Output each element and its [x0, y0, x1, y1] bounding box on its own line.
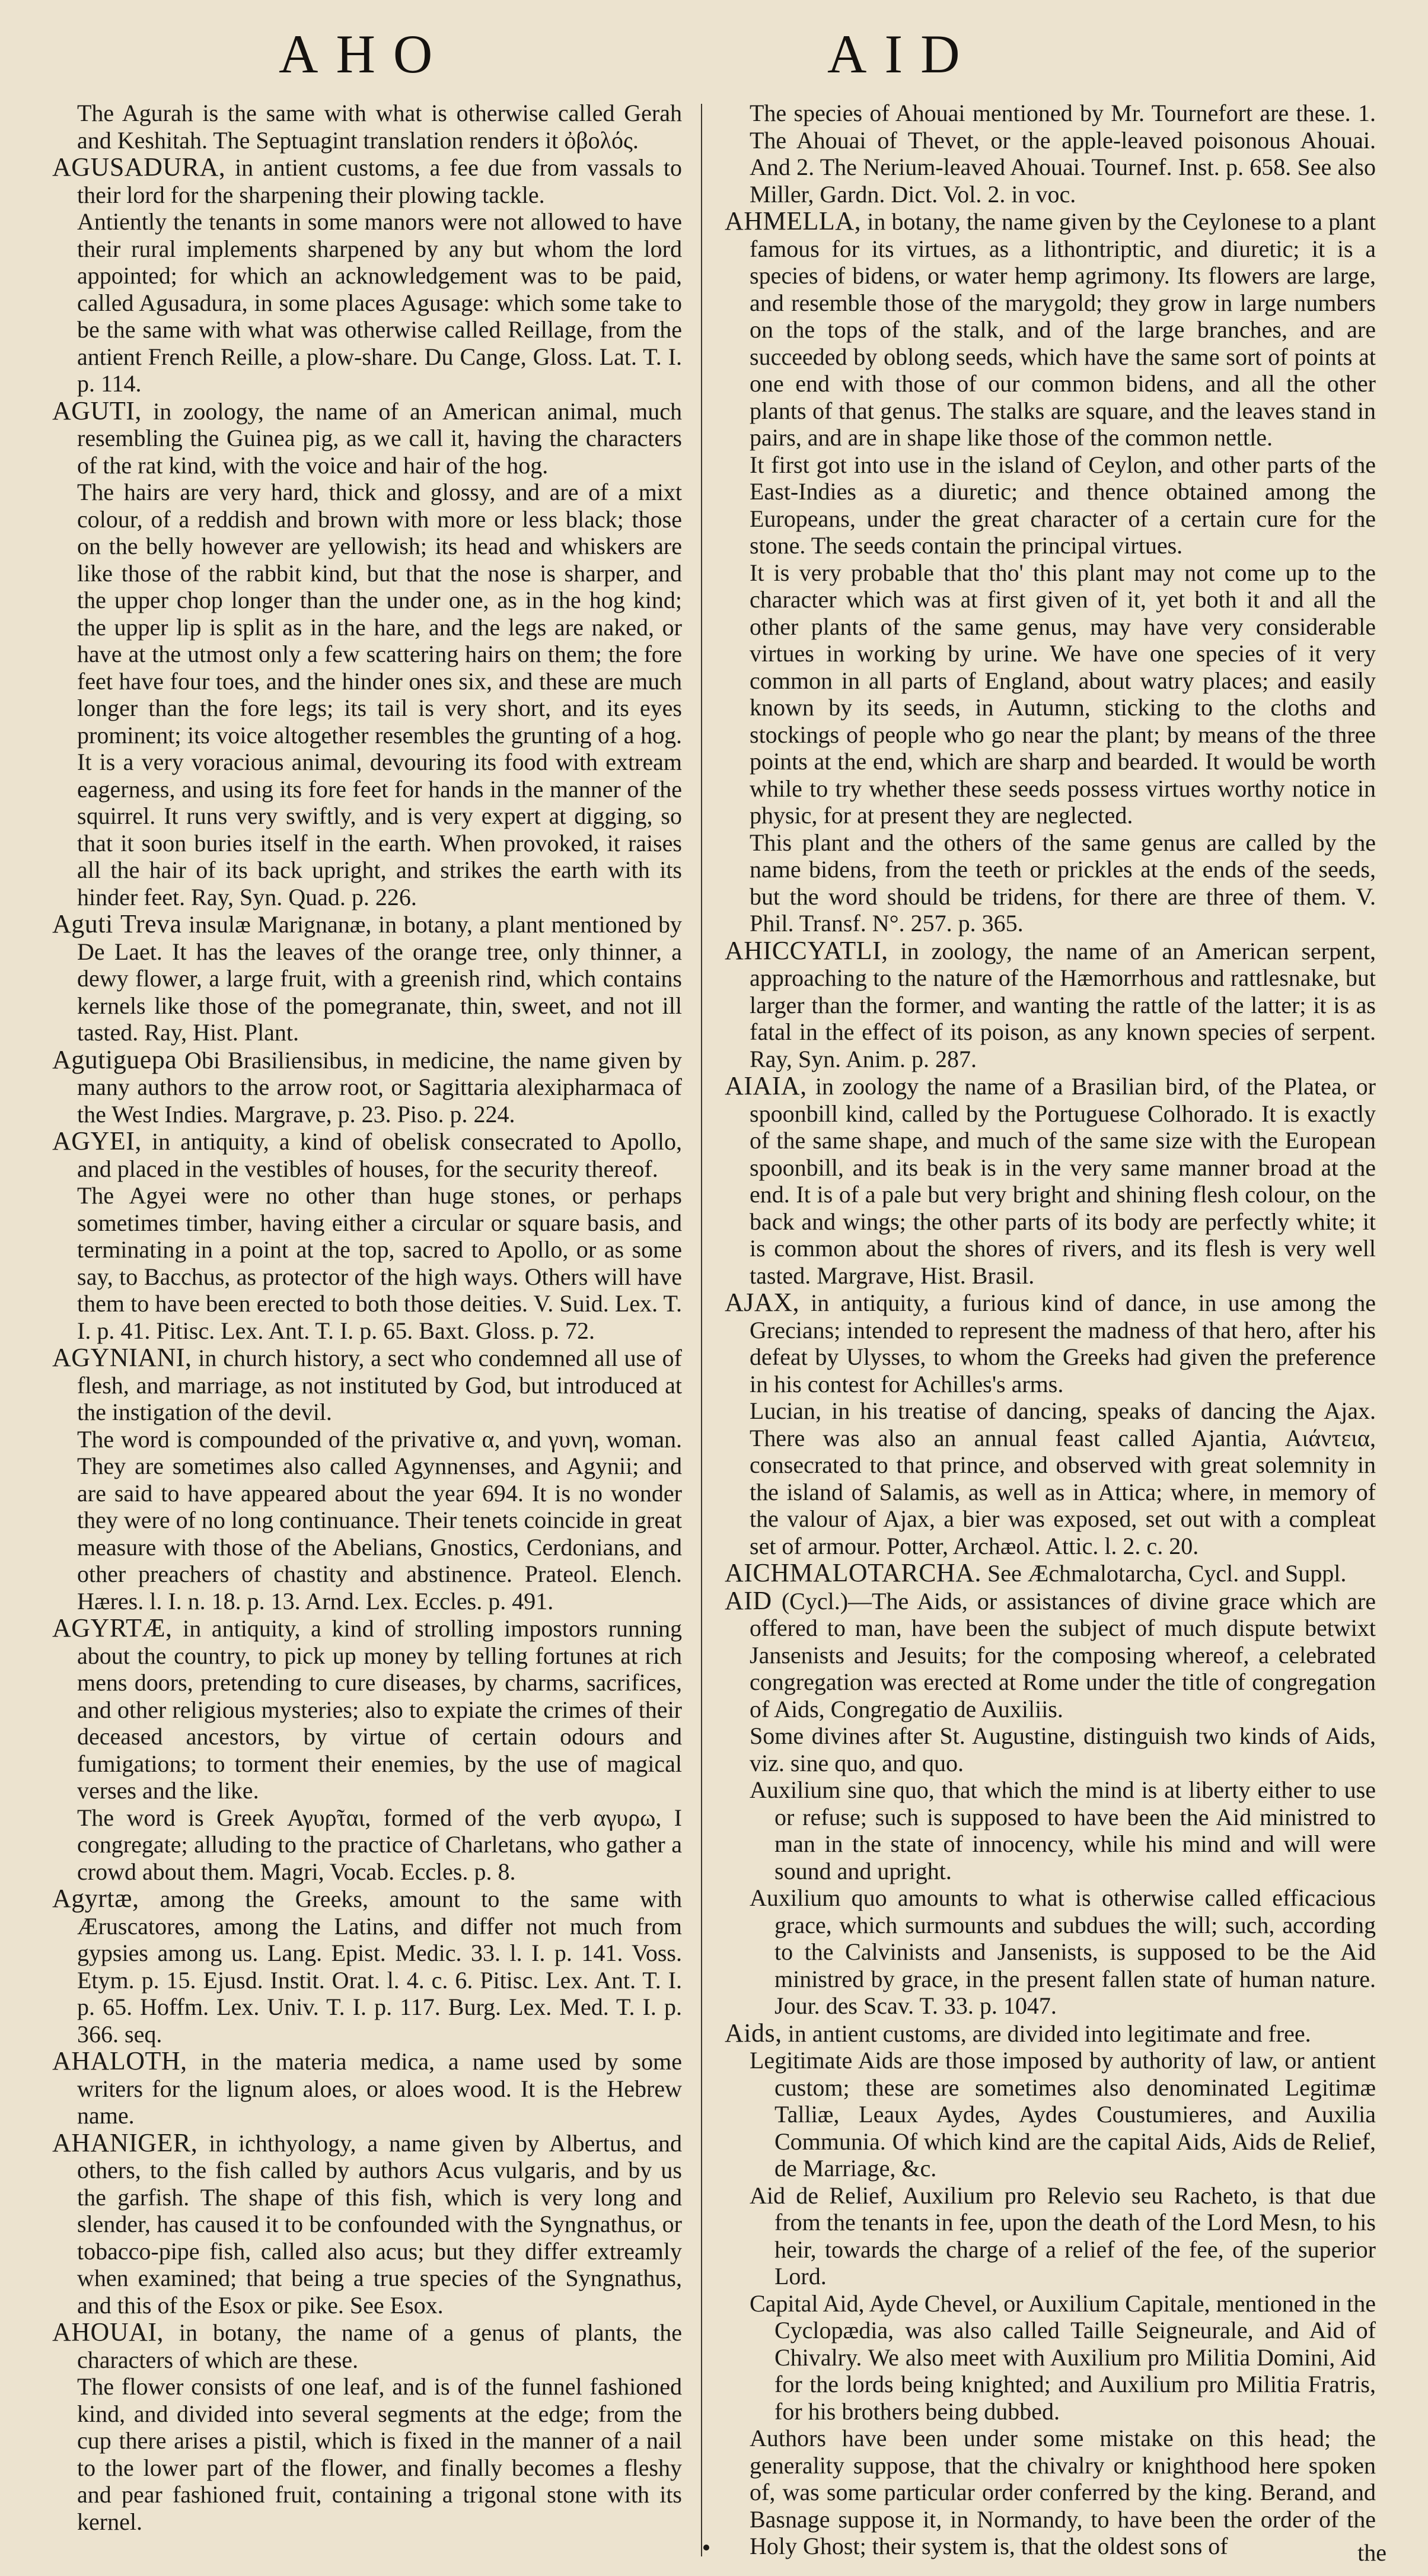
column-divider — [701, 104, 702, 2556]
catchword: the — [1357, 2539, 1386, 2566]
entry — [52, 1344, 682, 1426]
entry — [52, 1615, 682, 1804]
entry-text: Lucian, in his treatise of dancing, speaks of dancing the Ajax. There was also an annual feast called Ajantia, Αιάντεια, consecrated to that prince, and observed with great solemnity in the island of Salamis, as well as in Attica; where, in memory of the valour of Ajax, a bier was exposed, set out with a compleat set of armour. Potter, Archæol. Attic. l. 2. c. 20. — [750, 1397, 1376, 1559]
entry-text: The species of Ahouai mentioned by Mr. Tournefort are these. 1. The Ahouai of Thevet, or the apple-leaved poisonous Ahouai. And 2. The Nerium-leaved Ahouai. Tournef. Inst. p. 658. See also Miller, Gardn. Dict. Vol. 2. in voc. — [750, 100, 1376, 208]
entry — [52, 397, 682, 479]
entry-text: among the Greeks, amount to the same with Æruscatores, among the Latins, and differ not much from gypsies among us. Lang. Epist. Medic. 33. l. I. p. 141. Voss. Etym. p. 15. Ejusd. Instit. Orat. l. 4. c. 6. Pitisc. Lex. Ant. T. I. p. 65. Hoffm. Lex. Univ. T. I. p. 117. Burg. Lex. Med. T. I. p. 366. seq. — [77, 1886, 682, 2048]
entry — [52, 2129, 682, 2319]
entry-text: Aid de Relief, Auxilium pro Relevio seu Racheto, is that due from the tenants in fee, upon the death of the Lord Mesn, to his heir, towards the charge of a relief of the fee, of the superior Lord. — [750, 2182, 1376, 2290]
paragraph — [725, 559, 1376, 829]
entry-text: in antiquity, a kind of strolling impostors running about the country, to pick up money by telling fortunes at rich mens doors, pretending to cure diseases, by charms, sacrifices, and other religious mysteries; also to expiate the crimes of their deceased ancestors, by virtue of certain odours and fumigations; to torment their enemies, by the use of magical verses and the like. — [77, 1615, 682, 1804]
paragraph — [52, 2373, 682, 2535]
paragraph — [725, 829, 1376, 937]
paragraph — [52, 208, 682, 397]
entry-headword: AJAX, — [725, 1288, 799, 1317]
entry-text: in ichthyology, a name given by Albertus, and others, to the fish called by authors Acus vulgaris, and by us the garfish. The shape of this fish, which is very long and slender, has caused it to be confounded with the Syngnathus, or tobacco-pipe fish, called also acus; but they differ extreamly when examined; that being a true species of the Syngnathus, and this of the Esox or pike. See Esox. — [77, 2129, 682, 2319]
signature-mark — [703, 2545, 709, 2550]
entry-text: The word is Greek Αγυρ̃ται, formed of the verb αγυρω, I congregate; alluding to the practice of Charletans, who gather a crowd about them. Magri, Vocab. Eccles. p. 8. — [77, 1804, 682, 1885]
entry — [725, 937, 1376, 1073]
entry-headword: AGYNIANI, — [52, 1343, 192, 1372]
entry-text: The Agyei were no other than huge stones, or perhaps sometimes timber, having either a circular or square basis, and terminating in a point at the top, sacred to Apollo, or as some say, to Bacchus, as protector of the high ways. Others will have them to have been erected to both those deities. V. Suid. Lex. T. I. p. 41. Pitisc. Lex. Ant. T. I. p. 65. Baxt. Gloss. p. 72. — [77, 1182, 682, 1344]
right-column — [725, 100, 1376, 2560]
entry-text: Authors have been under some mistake on this head; the generality suppose, that the chivalry or knighthood here spoken of, was some particular order conferred by the king. Berand, and Basnage suppose it, in Normandy, to have been the order of the Holy Ghost; their system is, that the oldest sons of — [750, 2425, 1376, 2559]
entry-headword: AICHMALOTARCHA. — [725, 1558, 981, 1587]
paragraph — [52, 100, 682, 154]
entry — [52, 910, 682, 1046]
entry — [725, 2020, 1376, 2048]
paragraph — [725, 100, 1376, 208]
entry-headword: Aids, — [725, 2018, 782, 2048]
entry-text: in antient customs, a fee due from vassals to their lord for the sharpening their plowing tackle. — [77, 154, 682, 208]
entry-text: Legitimate Aids are those imposed by authority of law, or antient custom; these are sometimes also denominated Legitimæ Talliæ, Leaux Aydes, Aydes Coustumieres, and Auxilia Communia. Of which kind are the capital Aids, Aids de Relief, de Marriage, &c. — [750, 2047, 1376, 2182]
entry-text: This plant and the others of the same genus are called by the name bidens, from the teeth or prickles at the ends of the seeds, but the word should be tridens, for there are three of them. V. Phil. Transf. N°. 257. p. 365. — [750, 829, 1376, 937]
entry-text: Auxilium quo amounts to what is otherwise called efficacious grace, which surmounts and subdues the will; such, according to the Calvinists and Jansenists, is supposed to be the Aid ministred by grace, in the present fallen state of human nature. Jour. des Scav. T. 33. p. 1047. — [750, 1884, 1376, 2019]
paragraph — [725, 2047, 1376, 2182]
entry-text: Auxilium sine quo, that which the mind is at liberty either to use or refuse; such is supposed to have been the Aid ministred to man in the state of innocency, while his mind and will were sound and upright. — [750, 1776, 1376, 1884]
entry-text: (Cycl.)—The Aids, or assistances of divine grace which are offered to man, have been the subject of much dispute betwixt Jansenists and Jesuits; for the composing whereof, a celebrated congregation was erected at Rome under the title of congregation of Aids, Congregatio de Auxiliis. — [750, 1587, 1376, 1722]
entry-text: Antiently the tenants in some manors were not allowed to have their rural implements sharpened by any but whom the lord appointed; for which an acknowledgement was to be paid, called Agusadura, in some places Agusage: which some take to be the same with what was otherwise called Reillage, from the antient French Reille, a plow-share. Du Cange, Gloss. Lat. T. I. p. 114. — [77, 208, 682, 397]
paragraph — [52, 479, 682, 910]
left-column — [52, 100, 682, 2535]
entry-headword: AGYRTÆ, — [52, 1613, 173, 1642]
paragraph — [52, 1804, 682, 1886]
paragraph — [725, 1397, 1376, 1559]
paragraph — [52, 1182, 682, 1344]
entry-text: in antiquity, a kind of obelisk consecrated to Apollo, and placed in the vestibles of houses, for the security thereof. — [77, 1128, 682, 1182]
paragraph — [725, 1722, 1376, 1776]
paragraph — [725, 451, 1376, 559]
entry-text: The word is compounded of the privative α, and γυνη, woman. They are sometimes also called Agynnenses, and Agynii; and are said to have appeared about the year 694. It is no wonder they were of no long continuance. Their tenets coincide in great measure with those of the Abelians, Gnostics, Cerdonians, and other preachers of chastity and abstinence. Prateol. Elench. Hæres. l. I. n. 18. p. 13. Arnd. Lex. Eccles. p. 491. — [77, 1425, 682, 1615]
paragraph — [725, 1884, 1376, 2020]
entry-headword: AIAIA, — [725, 1071, 807, 1100]
entry — [725, 1559, 1376, 1587]
entry-headword: AHANIGER, — [52, 2128, 198, 2157]
entry-headword: AGYEI, — [52, 1126, 142, 1155]
paragraph — [725, 2182, 1376, 2290]
entry-headword: AHMELLA, — [725, 206, 862, 235]
entry-text: The Agurah is the same with what is otherwise called Gerah and Keshitah. The Septuagint translation renders it ὀβολός. — [77, 100, 682, 154]
entry-headword: AHOUAI, — [52, 2317, 164, 2346]
entry-text: in the materia medica, a name used by some writers for the lignum aloes, or aloes wood. It is the Hebrew name. — [77, 2048, 682, 2129]
entry-headword: AHALOTH, — [52, 2046, 187, 2075]
entry-text: in antiquity, a furious kind of dance, in use among the Grecians; intended to represent the madness of that hero, after his defeat by Ulysses, to whom the Greeks had given the preference in his contest for Achilles's arms. — [750, 1289, 1376, 1397]
entry-text: Obi Brasiliensibus, in medicine, the name given by many authors to the arrow root, or Sagittaria alexipharmaca of the West Indies. Margrave, p. 23. Piso. p. 224. — [77, 1046, 682, 1128]
paragraph — [52, 1426, 682, 1615]
entry — [52, 1885, 682, 2048]
entry — [725, 1587, 1376, 1723]
entry-text: in botany, the name given by the Ceylonese to a plant famous for its virtues, as a lithontriptic, and diuretic; it is a species of bidens, or water hemp agrimony. Its flowers are large, and resemble those of the marygold; they grow in large numbers on the tops of the stalk, and of the large branches, and are succeeded by oblong seeds, which have the same sort of points at one end with those of our common bidens, and all the other plants of that genus. The stalks are square, and the leaves stand in pairs, and are in shape like those of the common nettle. — [750, 208, 1376, 451]
entry — [52, 2319, 682, 2373]
entry-headword: Agyrtæ, — [52, 1884, 139, 1913]
entry — [52, 1046, 682, 1128]
entry — [725, 208, 1376, 451]
entry-headword: Aguti Treva — [52, 909, 182, 938]
entry — [725, 1289, 1376, 1397]
paragraph — [725, 2290, 1376, 2425]
entry-text: in zoology the name of a Brasilian bird, of the Platea, or spoonbill kind, called by the Portuguese Colhorado. It is exactly of the same shape, and much of the same size with the European spoonbill, and its beak is in the very same manner broad at the end. It is of a pale but very bright and shining flesh colour, on the back and wings; the other parts of its body are perfectly white; it is common about the shores of rivers, and its flesh is very well tasted. Margrave, Hist. Brasil. — [750, 1073, 1376, 1289]
entry-headword: AHICCYATLI, — [725, 935, 888, 965]
entry-headword: AGUTI, — [52, 396, 142, 425]
entry-text: in zoology, the name of an American serpent, approaching to the nature of the Hæmorrhous and rattlesnake, but larger than the former, and wanting the rattle of the latter; it is as fatal in the effect of its poison, as any known species of serpent. Ray, Syn. Anim. p. 287. — [750, 937, 1376, 1072]
entry — [52, 2048, 682, 2129]
entry-text: It first got into use in the island of Ceylon, and other parts of the East-Indies as a diuretic; and thence obtained among the Europeans, under the great character of a certain cure for the stone. The seeds contain the principal virtues. — [750, 451, 1376, 559]
paragraph — [725, 1776, 1376, 1884]
entry-text: See Æchmalotarcha, Cycl. and Suppl. — [981, 1560, 1347, 1587]
entry-text: in zoology, the name of an American animal, much resembling the Guinea pig, as we call it, having the characters of the rat kind, with the voice and hair of the hog. — [77, 397, 682, 479]
entry — [52, 1128, 682, 1182]
running-head-left: AHO — [279, 24, 451, 84]
entry — [725, 1072, 1376, 1289]
entry-headword: Agutiguepa — [52, 1045, 177, 1074]
entry-text: The flower consists of one leaf, and is of the funnel fashioned kind, and divided into several segments at the edge; from the cup there arises a pistil, which is fixed in the manner of a nail to the lower part of the flower, and finally becomes a fleshy and pear fashioned fruit, containing a trigonal stone with its kernel. — [77, 2373, 682, 2535]
entry-text: in church history, a sect who condemned all use of flesh, and marriage, as not instituted by God, but introduced at the instigation of the devil. — [77, 1345, 682, 1425]
entry-text: The hairs are very hard, thick and glossy, and are of a mixt colour, of a reddish and brown with more or less black; those on the belly however are yellowish; its head and whiskers are like those of the rabbit kind, but that the nose is sharper, and the upper chop longer than the under one, as in the hog kind; the upper lip is split as in the hare, and the legs are naked, or have at the utmost only a few scattering hairs on them; the fore feet have four toes, and the hinder ones six, and these are much longer than the fore legs; its tail is very short, and its eyes prominent; its voice altogether resembles the grunting of a hog. It is a very voracious animal, devouring its food with extream eagerness, and using its fore feet for hands in the manner of the squirrel. It runs very swiftly, and is very expert at digging, so that it soon buries itself in the earth. When provoked, it raises all the hair of its back upright, and strikes the earth with its hinder feet. Ray, Syn. Quad. p. 226. — [77, 479, 682, 910]
entry-text: insulæ Marignanæ, in botany, a plant mentioned by De Laet. It has the leaves of the orange tree, only thinner, a dewy flower, a large fruit, with a greenish rind, which contains kernels like those of the pomegranate, thin, sweet, and not ill tasted. Ray, Hist. Plant. — [77, 911, 682, 1046]
entry-text: Capital Aid, Ayde Chevel, or Auxilium Capitale, mentioned in the Cyclopædia, was also called Taille Seigneurale, and Aid of Chivalry. We also meet with Auxilium pro Militia Domini, Aid for the lords being knighted; and Auxilium pro Militia Fratris, for his brothers being dubbed. — [750, 2290, 1376, 2425]
entry-text: in botany, the name of a genus of plants, the characters of which are these. — [77, 2319, 682, 2373]
entry-text: Some divines after St. Augustine, distinguish two kinds of Aids, viz. sine quo, and quo. — [750, 1722, 1376, 1776]
running-head-right: AID — [827, 24, 978, 84]
entry-headword: AID — [725, 1585, 772, 1615]
paragraph — [725, 2425, 1376, 2560]
entry-headword: AGUSADURA, — [52, 152, 226, 182]
entry-text: in antient customs, are divided into legitimate and free. — [782, 2020, 1311, 2047]
entry-text: It is very probable that tho' this plant may not come up to the character which was at first given of it, yet both it and all the other plants of the same genus, may have very considerable virtues in working by urine. We have one species of it very common in all parts of England, about watry places; and easily known by its seeds, in Autumn, sticking to the cloths and stockings of people who go near the plant; by means of the three points at the end, which are sharp and bearded. It would be worth while to try whether these seeds possess virtues worthy notice in physic, for at present they are neglected. — [750, 559, 1376, 829]
entry — [52, 154, 682, 208]
